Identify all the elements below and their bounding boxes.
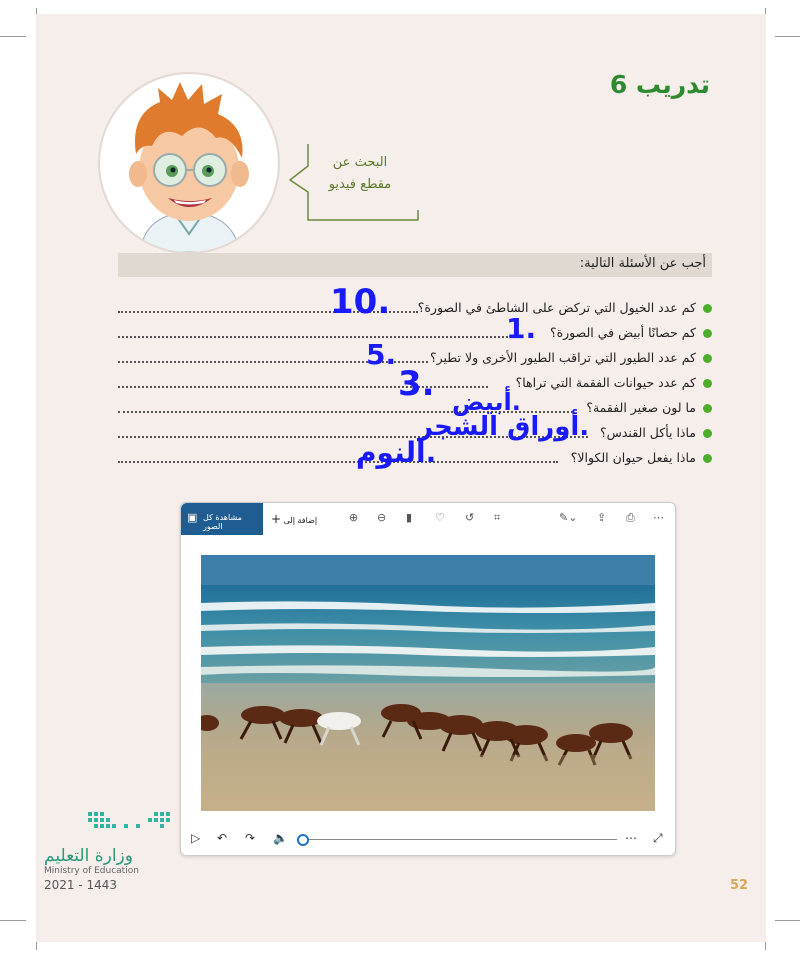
share-icon[interactable]: ⇪ bbox=[597, 511, 607, 524]
question-text: ماذا يأكل القندس؟ bbox=[599, 425, 696, 440]
gallery-icon: ▣ bbox=[187, 511, 198, 524]
more-options-icon[interactable]: ⋯ bbox=[625, 831, 637, 845]
favorite-icon[interactable]: ♡ bbox=[435, 511, 445, 524]
volume-icon[interactable]: 🔈 bbox=[273, 831, 288, 845]
add-to-label: إضافة إلى bbox=[283, 516, 318, 525]
question-text: كم عدد حيوانات الفقمة التي تراها؟ bbox=[515, 375, 696, 390]
crop-icon[interactable]: ⌗ bbox=[494, 511, 501, 524]
rewind-icon[interactable]: ↶ bbox=[217, 831, 228, 845]
ministry-logo bbox=[84, 808, 176, 838]
boy-avatar bbox=[98, 72, 280, 254]
handwritten-answer: أبيض. bbox=[452, 388, 521, 416]
bullet-icon bbox=[703, 454, 712, 463]
view-all-photos-button[interactable] bbox=[181, 503, 263, 535]
seek-bar[interactable] bbox=[303, 839, 617, 840]
delete-icon[interactable]: ▮ bbox=[406, 511, 413, 524]
zoom-out-icon[interactable]: ⊖ bbox=[377, 511, 387, 524]
photo-viewer-window bbox=[180, 502, 676, 856]
crop-mark bbox=[775, 920, 800, 921]
print-icon[interactable]: ⎙ bbox=[626, 511, 635, 524]
bullet-icon bbox=[703, 429, 712, 438]
zoom-in-icon[interactable]: ⊕ bbox=[349, 511, 359, 524]
handwritten-answer: 1. bbox=[506, 312, 537, 345]
view-all-photos-label: مشاهدة كل الصور bbox=[203, 513, 242, 531]
speech-bubble-text bbox=[300, 152, 420, 196]
page-number: 52 bbox=[730, 878, 749, 893]
horses-beach-photo bbox=[201, 555, 655, 811]
question-text: كم عدد الخيول التي تركض على الشاطئ في الصورة؟ bbox=[417, 300, 696, 315]
add-to-button[interactable] bbox=[271, 512, 317, 526]
forward-icon[interactable]: ↷ bbox=[245, 831, 256, 845]
play-icon[interactable]: ▷ bbox=[191, 831, 201, 845]
more-icon[interactable]: ⋯ bbox=[653, 511, 664, 524]
handwritten-answer: أوراق الشجر. bbox=[418, 412, 590, 442]
answer-line bbox=[118, 336, 508, 338]
fullscreen-icon[interactable]: ⤢ bbox=[653, 831, 663, 845]
seek-handle[interactable] bbox=[297, 834, 309, 846]
question-text: كم حصانًا أبيض في الصورة؟ bbox=[549, 325, 696, 340]
question-text: كم عدد الطيور التي تراقب الطيور الأخرى ولا تطير؟ bbox=[429, 350, 696, 365]
page-title: تدريب 6 bbox=[609, 70, 710, 99]
boy-illustration bbox=[100, 74, 278, 252]
plus-icon: + bbox=[271, 512, 282, 526]
bullet-icon bbox=[703, 304, 712, 313]
question-text: ما لون صغير الفقمة؟ bbox=[586, 400, 696, 415]
crop-mark bbox=[0, 920, 26, 921]
bubble-line: البحث عن bbox=[332, 155, 388, 170]
bubble-line: مقطع فيديو bbox=[328, 177, 392, 192]
question-text: ماذا يفعل حيوان الكوالا؟ bbox=[570, 450, 696, 465]
bullet-icon bbox=[703, 404, 712, 413]
crop-mark bbox=[775, 36, 800, 37]
rotate-icon[interactable]: ↺ bbox=[465, 511, 475, 524]
crop-mark bbox=[0, 36, 26, 37]
edit-icon[interactable]: ✎⌄ bbox=[559, 511, 578, 524]
instruction-bar bbox=[118, 253, 712, 277]
handwritten-answer: 5. bbox=[366, 338, 397, 371]
bullet-icon bbox=[703, 354, 712, 363]
handwritten-answer: 10. bbox=[330, 282, 391, 322]
handwritten-answer: 3. bbox=[398, 364, 435, 404]
ministry-arabic-name: وزارة التعليم bbox=[44, 846, 133, 866]
question-row bbox=[118, 298, 712, 320]
question-row bbox=[118, 323, 712, 345]
bullet-icon bbox=[703, 329, 712, 338]
answer-line bbox=[118, 461, 558, 463]
academic-year: 2021 - 1443 bbox=[44, 878, 118, 892]
viewer-toolbar bbox=[181, 503, 675, 535]
playback-controls bbox=[181, 825, 675, 851]
handwritten-answer: النوم. bbox=[356, 436, 437, 469]
ministry-english-name: Ministry of Education bbox=[44, 866, 139, 876]
bullet-icon bbox=[703, 379, 712, 388]
instruction-text: أجب عن الأسئلة التالية: bbox=[579, 256, 706, 271]
